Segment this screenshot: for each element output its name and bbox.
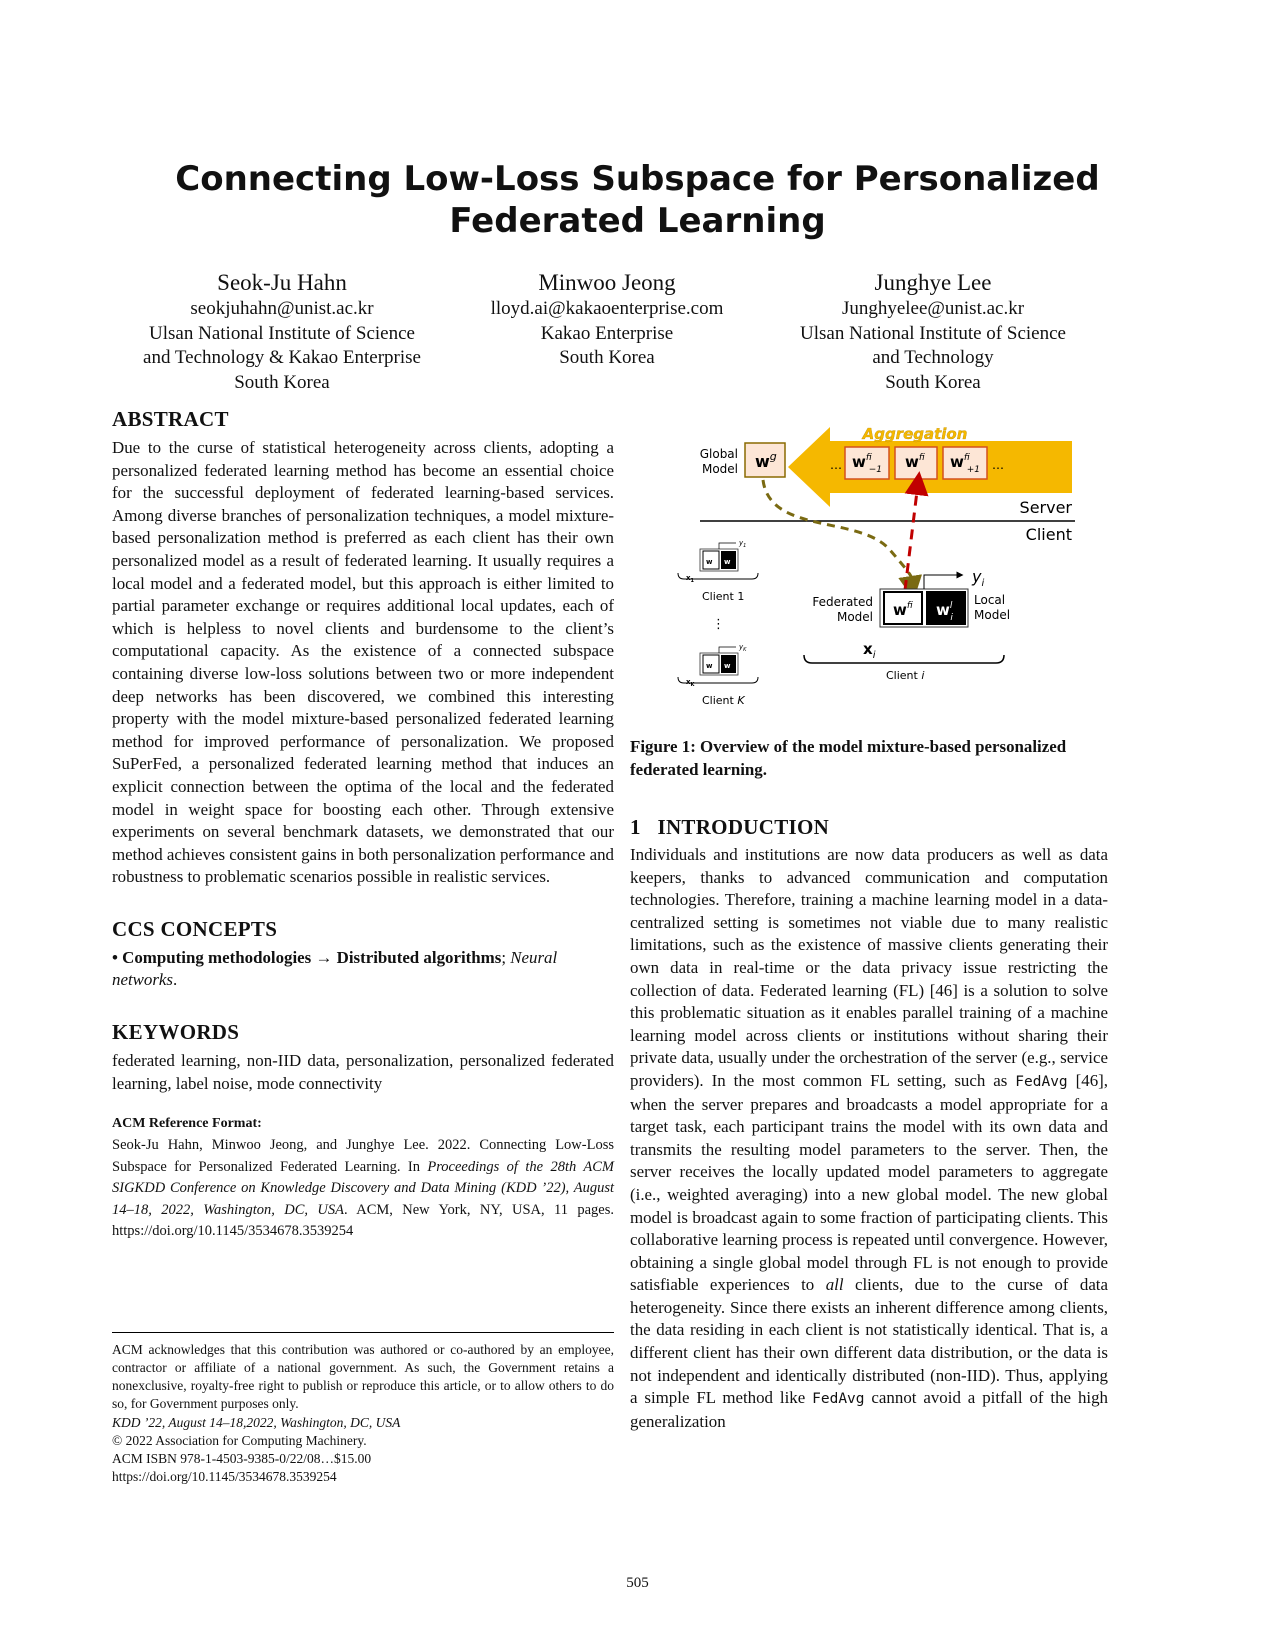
local-weight-symbol: $w^l$ i <box>936 601 953 623</box>
client-1-input: $x_1$ <box>686 574 694 584</box>
author-affiliation: and Technology & Kakao Enterprise <box>143 347 421 368</box>
output-label: $y_i$ <box>972 567 985 589</box>
author-affiliation: Ulsan National Institute of Science <box>149 322 415 344</box>
page-number: 505 <box>626 1575 649 1591</box>
author-email: lloyd.ai@kakaoenterprise.com <box>490 298 724 319</box>
abstract-heading: ABSTRACT <box>112 407 229 431</box>
global-model-label: Global <box>699 447 738 461</box>
ccs-separator: ; <box>501 947 507 967</box>
client-k-output-arrow <box>719 647 736 653</box>
footnote-ack: ACM acknowledges that this contribution was authored or co-authored by an employee, contractor or affiliate of a national government. As such, the Government retains a nonexclusive, royalty-free right to publish or reproduce this article, or to allow others to do so, for Government purposes only. <box>112 1342 614 1411</box>
client-k-output: $y_K$ <box>739 643 747 653</box>
footnote-isbn: ACM ISBN 978-1-4503-9385-0/22/08…$15.00 <box>112 1451 372 1466</box>
ccs-concept: Neural networks <box>112 947 558 990</box>
author-affiliation: Kakao Enterprise <box>540 322 674 344</box>
author-3 <box>733 268 1133 395</box>
ccs-bullet: • <box>112 947 118 967</box>
ccs-heading: CCS CONCEPTS <box>112 916 278 941</box>
author-email: Junghyelee@unist.ac.kr <box>841 298 1025 319</box>
client-k-weight: w <box>706 662 713 670</box>
introduction-text <box>630 844 1108 1433</box>
client-i-brace <box>804 655 1004 663</box>
intro-text: [46], when the server prepares and broadcasts a model appropriate for a target task, each participant trains the model with its own data and transmits the resulting model parameters to the server. Then, the server receives the locally updated model parameters to aggregate (i.e., weighted averaging) into a new global model. The new global model is broadcast again to some fraction of participating clients. This collaborative learning process is repeated until convergence. However, obtaining a single global model through FL is not enough to provide satisfiable experiences to <box>630 1070 1108 1295</box>
intro-text: cannot avoid a pitfall of the high generalization <box>630 1388 1108 1431</box>
client-1-weight: w <box>706 558 713 566</box>
ccs-end: . <box>173 970 178 990</box>
section-number: 1 <box>630 815 641 839</box>
client-label: Client <box>1025 525 1072 544</box>
paper-title: Connecting Low-Loss Subspace for Personalized Federated Learning <box>175 159 1100 241</box>
author-affiliation: Ulsan National Institute of Science <box>800 322 1066 344</box>
federated-weight-symbol: $w^f$ <box>893 601 913 619</box>
keywords-text: federated learning, non-IID data, personalization, personalized federated learning, label noise, mode connectivity <box>112 1051 614 1093</box>
author-affiliation: and Technology <box>872 347 994 368</box>
server-label: Server <box>1019 498 1072 517</box>
ellipsis: … <box>992 458 1004 472</box>
reference-text: Seok-Ju Hahn, Minwoo Jeong, and Junghye Lee. 2022. Connecting Low-Loss Subspace for Personalized Federated Learning. In <box>112 1137 614 1175</box>
author-email: seokjuhahn@unist.ac.kr <box>190 298 374 319</box>
client-1-label: Client 1 <box>702 590 745 603</box>
ellipsis: … <box>830 458 842 472</box>
client-weight-symbol: $w^f$ i+1 <box>950 453 980 475</box>
ccs-concept: Distributed algorithms <box>336 947 502 967</box>
right-column <box>630 814 1108 1433</box>
left-column <box>112 406 614 1243</box>
author-country: South Korea <box>559 347 655 368</box>
code-fedavg: FedAvg <box>1015 1073 1068 1090</box>
reference-venue: Proceedings of the 28th ACM SIGKDD Conference on Knowledge Discovery and Data Mining (KDD ’22), August 14–18, 2022, Washington, DC, USA <box>112 1158 614 1218</box>
reference-format-heading: ACM Reference Format: <box>112 1116 262 1132</box>
federated-model-label: Model <box>836 610 873 624</box>
client-k-weight: w <box>724 662 731 670</box>
footnote-copyright: © 2022 Association for Computing Machinery. <box>112 1433 367 1448</box>
client-k-label: Client K <box>702 694 745 707</box>
intro-text: clients, due to the curse of data heterogeneity. Since there exists an inherent difference among clients, the data residing in each client is not statistically identical. That is, a different client has their own different data distribution, or the data is not independent and identically distributed (non-IID). Thus, applying a simple FL method like <box>630 1275 1108 1408</box>
ccs-concept: Computing methodologies <box>122 947 312 967</box>
code-fedavg: FedAvg <box>812 1391 865 1408</box>
figure-caption: Figure 1: Overview of the model mixture-based personalized federated learning. <box>630 737 1067 779</box>
author-name: Junghye Lee <box>874 270 992 295</box>
keywords-heading: KEYWORDS <box>112 1020 240 1045</box>
intro-text: Individuals and institutions are now data producers as well as data keepers, thanks to advanced communication and computation technologies. Therefore, training a machine learning model in a data-centralized setting is sometimes not viable due to many realistic limitations, such as the existence of massive clients generating their own data in real-time or the data privacy issue restricting the collection of data. Federated learning (FL) [46] is a solution to solve this problematic situation as it enables parallel training of a machine learning model across clients or institutions without sharing their private data, usually under the orchestration of the server (e.g., service providers). In the most common FL setting, such as <box>630 845 1108 1090</box>
federated-model-label: Federated <box>812 595 873 609</box>
ccs-concepts <box>112 947 614 992</box>
client-1-weight: w <box>724 558 731 566</box>
local-model-label: Model <box>974 608 1011 622</box>
ccs-arrow: → <box>315 947 333 967</box>
client-weight-symbol: $w^f$ i−1 <box>852 453 882 475</box>
client-1-output: $y_1$ <box>739 539 747 549</box>
figure-diagram <box>686 425 1140 725</box>
client-weight-symbol: $w^f$ <box>905 453 925 471</box>
abstract-text: Due to the curse of statistical heterogeneity across clients, adopting a personalized federated learning method has become an essential choice for the successful deployment of federated learning-based services. Among diverse branches of personalization techniques, a model mixture-based personalization method is preferred as each client has their own personalized model as a result of federated learning. It usually requires a local model and a federated model, but this approach is either limited to partial parameter exchange or requires additional local updates, each of which is helpless to novel clients and burdensome to the client’s computational capacity. As the existence of a connected subspace containing diverse low-loss solutions between two or more independent deep networks has been discovered, we combined this interesting property with the model mixture-based personalized federated learning method for improved performance of personalization. We proposed SuPerFed, a personalized federated learning method that induces an explicit connection between the optima of the local and the federated model in weight space for boosting each other. Through extensive experiments on several benchmark datasets, we demonstrated that our method achieves consistent gains in both personalization performance and robustness to problematic scenarios possible in realistic services. <box>112 438 614 887</box>
introduction-heading <box>630 814 1108 840</box>
vertical-dots: ⋮ <box>712 617 725 632</box>
upload-arrow <box>905 483 918 590</box>
client-1-output-arrow <box>719 543 736 549</box>
client-i-label: Client i <box>886 669 925 682</box>
input-label: $x_i$ <box>863 640 876 661</box>
footnote <box>112 1341 614 1486</box>
author-name: Seok-Ju Hahn <box>217 270 347 295</box>
client-k-input: $x_K$ <box>686 678 695 688</box>
author-country: South Korea <box>234 371 330 393</box>
author-name: Minwoo Jeong <box>538 270 676 295</box>
figure-1 <box>686 425 1140 725</box>
local-model-label: Local <box>974 593 1006 607</box>
section-title: INTRODUCTION <box>657 815 830 839</box>
footnote-conference: KDD ’22, August 14–18,2022, Washington, DC, USA <box>112 1415 401 1430</box>
footnote-rule <box>112 1332 614 1333</box>
global-weight-symbol: $w^g$ <box>755 450 777 471</box>
footnote-doi: https://doi.org/10.1145/3534678.3539254 <box>112 1469 337 1484</box>
reference-text: . ACM, New York, NY, USA, 11 pages. https://doi.org/10.1145/3534678.3539254 <box>112 1201 614 1240</box>
reference-format-text <box>112 1135 614 1243</box>
aggregation-label: Aggregation <box>862 425 968 443</box>
broadcast-arrow <box>763 480 912 588</box>
global-model-label: Model <box>701 462 738 476</box>
intro-emphasis: all <box>825 1275 844 1295</box>
output-arrow <box>924 575 960 589</box>
author-country: South Korea <box>885 371 981 393</box>
